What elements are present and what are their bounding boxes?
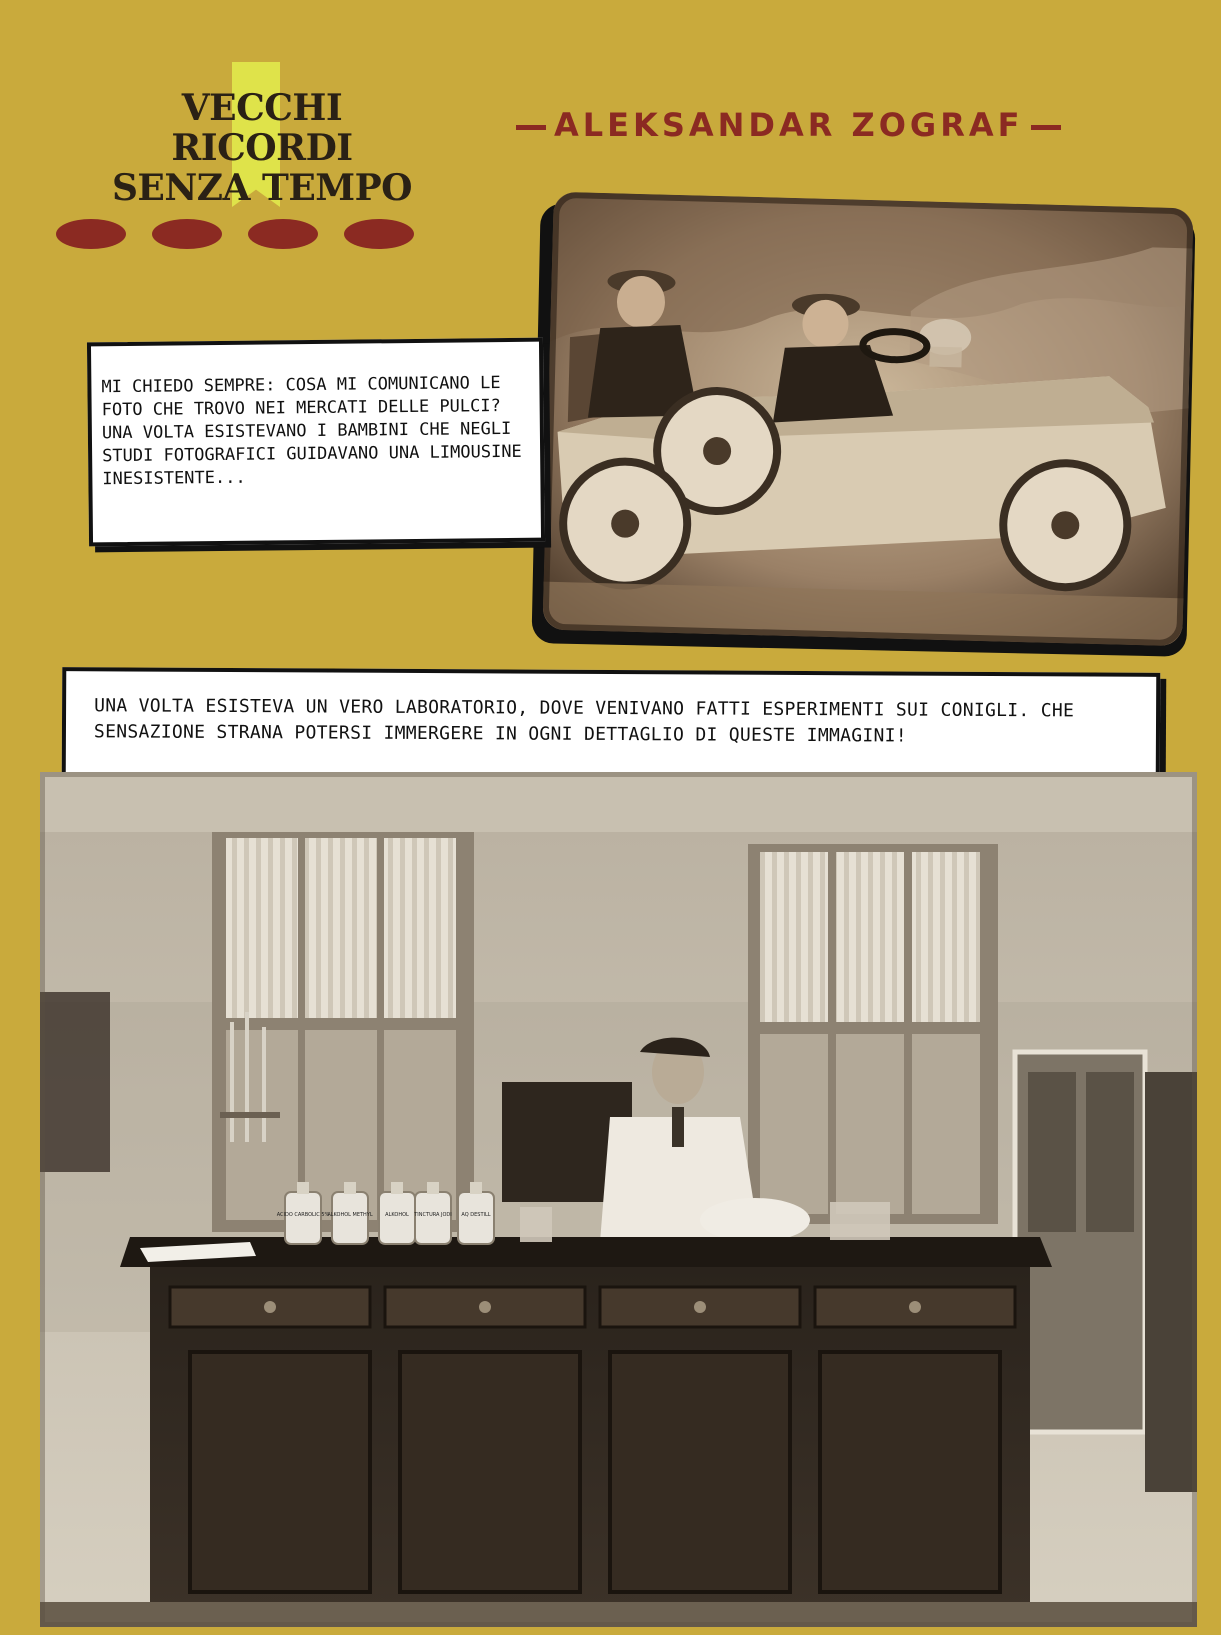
title-line-2: SENZA TEMPO	[111, 167, 413, 209]
reagent-bottle	[458, 1182, 494, 1244]
photo-children-in-car	[542, 192, 1193, 647]
caption-box-2	[62, 667, 1161, 783]
author-name-text: ALEKSANDAR ZOGRAF	[554, 106, 1024, 144]
decorative-dot	[344, 219, 414, 249]
caption-text-2: UNA VOLTA ESISTEVA UN VERO LABORATORIO, DOVE VENIVANO FATTI ESPERIMENTI SUI CONIGLI. CHE SENSAZIONE STRANA POTERSI IMMERGERE IN OGNI DETTAGLIO DI QUESTE IMMAGINI!	[93, 695, 1075, 747]
decorative-dot	[152, 219, 222, 249]
author-dash-left	[516, 125, 546, 130]
decorative-dot	[56, 219, 126, 249]
bottle-label-3: ALKOHOL	[385, 1212, 409, 1218]
author-name	[508, 106, 1128, 144]
caption-text-1: MI CHIEDO SEMPRE: COSA MI COMUNICANO LE FOTO CHE TROVO NEI MERCATI DELLE PULCI? UNA VOLTA ESISTEVANO I BAMBINI CHE NEGLI STUDI FOTOGRAFICI GUIDAVANO UNA LIMOUSINE INESISTENTE...	[101, 373, 522, 490]
title-line-1: VECCHI RICORDI	[171, 87, 353, 169]
reagent-bottle	[413, 1182, 452, 1244]
page-title	[92, 88, 432, 208]
bottle-label-4: TINCTURA JODI	[414, 1212, 452, 1218]
caption-box-1	[87, 338, 545, 547]
bottle-label-2: ALKOHOL METHYL	[327, 1212, 373, 1218]
author-dash-right	[1031, 125, 1061, 130]
reagent-bottle	[379, 1182, 415, 1244]
photo-children-in-car-image	[542, 192, 1193, 647]
photo-laboratory	[40, 772, 1197, 1627]
photo-laboratory-image	[40, 772, 1197, 1627]
bottle-label-1: ACIDO CARBOLIC 5%	[276, 1212, 330, 1218]
decorative-dot	[248, 219, 318, 249]
bottle-label-5: AQ DESTILL	[461, 1212, 491, 1218]
